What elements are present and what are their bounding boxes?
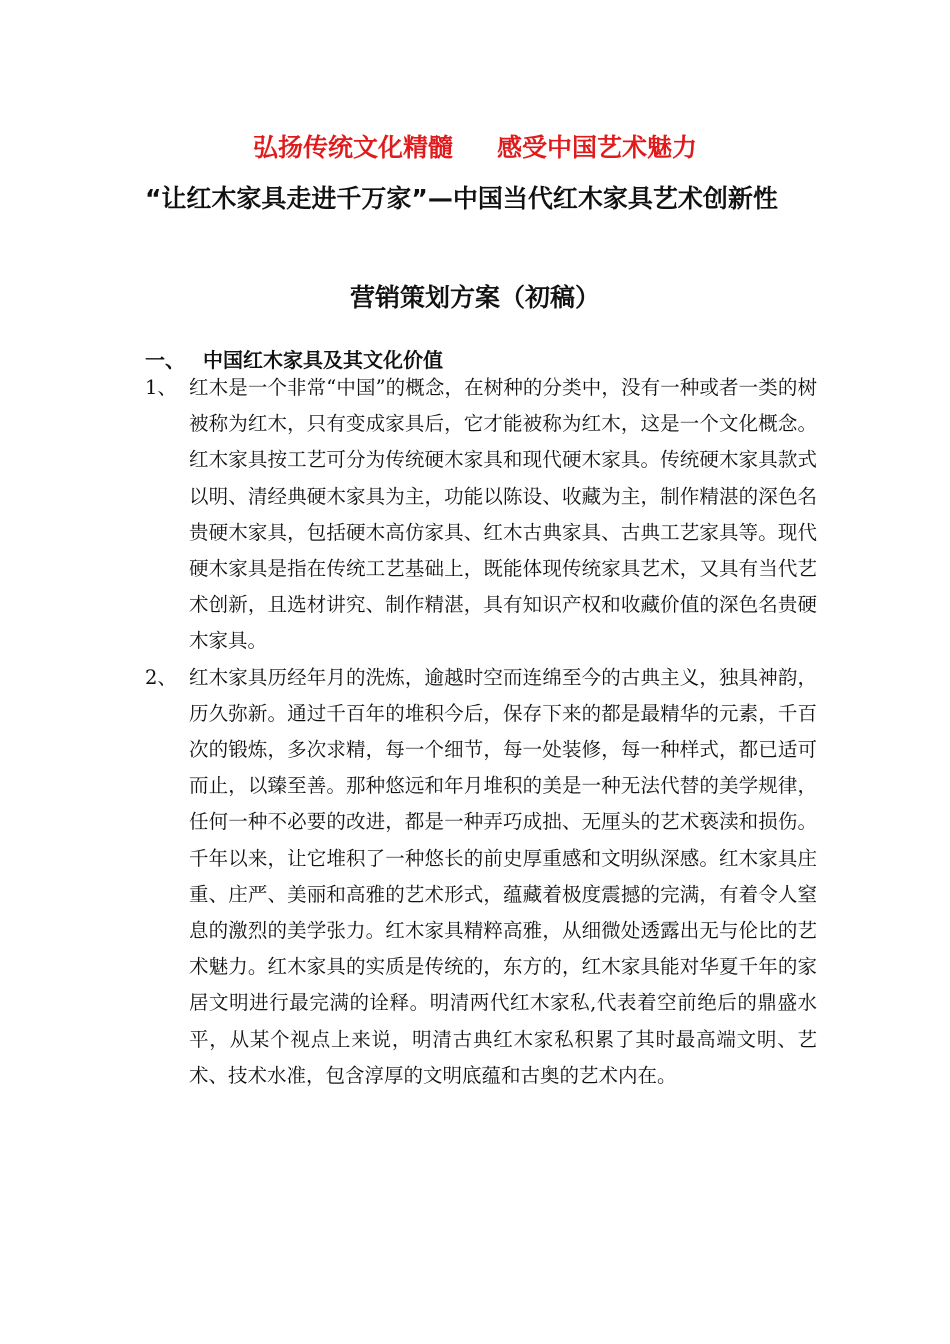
list-item-text: 红木是一个非常“中国”的概念，在树种的分类中，没有一种或者一类的树被称为红木，只有变成家具后，它才能被称为红木，这是一个文化概念。红木家具按工艺可分为传统硬木家具和现代硬木家具。传统硬木家具款式以明、清经典硬木家具为主，功能以陈设、收藏为主，制作精湛的深色名贵硬木家具，包括硬木高仿家具、红木古典家具、古典工艺家具等。现代硬木家具是指在传统工艺基础上，既能体现传统家具艺术，又具有当代艺术创新，且选材讲究、制作精湛，具有知识产权和收藏价值的深色名贵硬木家具。 (189, 376, 817, 653)
paragraph-list (145, 370, 817, 1094)
list-item-marker: 1、 (145, 376, 177, 399)
section-number: 一、 (145, 348, 185, 372)
slogan-line (0, 128, 950, 168)
document-subtitle: 营销策划方案（初稿） (349, 283, 600, 312)
list-item-text: 红木家具历经年月的洗炼，逾越时空而连绵至今的古典主义，独具神韵，历久弥新。通过千百年的堆积今后，保存下来的都是最精华的元素，千百次的锻炼，多次求精，每一个细节，每一处装修，每一种样式，都已适可而止，以臻至善。那种悠远和年月堆积的美是一种无法代替的美学规律，任何一种不必要的改进，都是一种弄巧成拙、无厘头的艺术亵渎和损伤。千年以来，让它堆积了一种悠长的前史厚重感和文明纵深感。红木家具庄重、庄严、美丽和高雅的艺术形式，蕴藏着极度震撼的完满，有着令人窒息的激烈的美学张力。红木家具精粹高雅，从细微处透露出无与伦比的艺术魅力。红木家具的实质是传统的，东方的，红木家具能对华夏千年的家居文明进行最完满的诠释。明清两代红木家私,代表着空前绝后的鼎盛水平，从某个视点上来说，明清古典红木家私积累了其时最高端文明、艺术、技术水准，包含淳厚的文明底蕴和古奥的艺术内在。 (189, 665, 817, 1087)
slogan-right: 感受中国艺术魅力 (497, 133, 698, 162)
list-item (145, 660, 817, 1094)
document-title: “让红木家具走进千万家”—中国当代红木家具艺术创新性 (145, 184, 778, 213)
list-item-marker: 2、 (145, 665, 177, 689)
section-title: 中国红木家具及其文化价值 (203, 348, 443, 372)
slogan-left: 弘扬传统文化精髓 (252, 133, 453, 162)
list-item (145, 370, 817, 660)
